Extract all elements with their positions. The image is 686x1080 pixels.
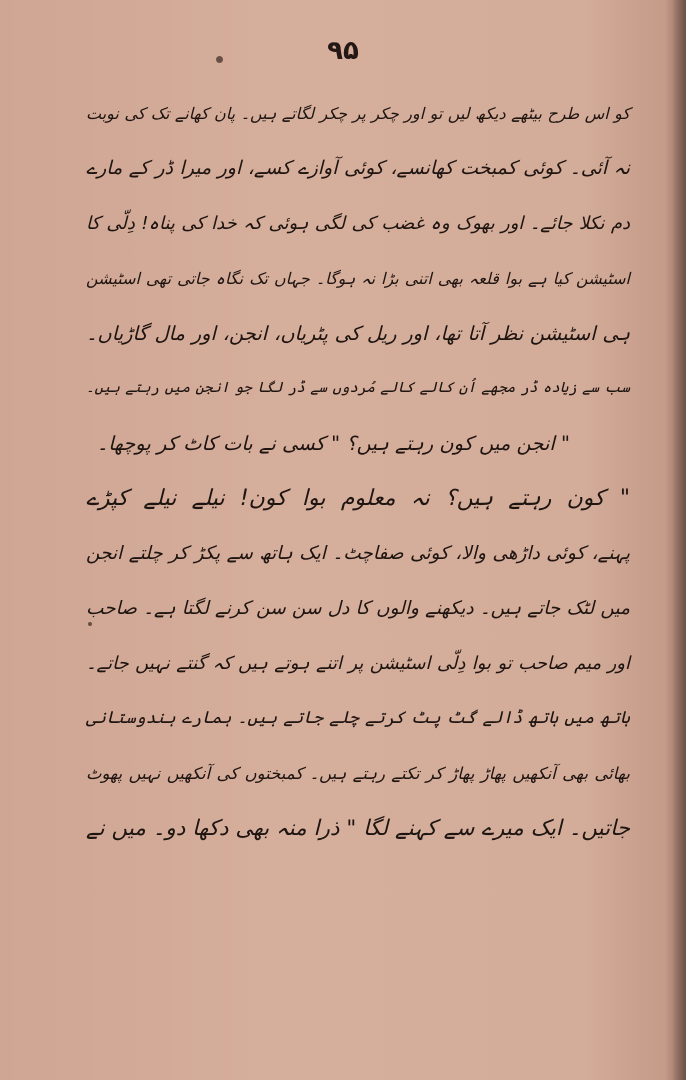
text-line: دم نکلا جائے۔ اور بھوک وہ غضب کی لگی ہوئی کہ خدا کی پناہ! دِلّی کا	[86, 213, 630, 234]
text-line: جاتیں۔ ایک میرے سے کہنے لگا " ذرا منہ بھی دکھا دو۔ میں نے	[86, 816, 630, 841]
text-line: اور میم صاحب تو بوا دِلّی اسٹیشن پر اتنے ہوتے ہیں کہ گنتے نہیں جاتے۔	[86, 653, 630, 674]
text-line: سب سے زیادہ ڈر مجھے اُن کالے کالے مُردوں سے ڈر لگا جو انجن میں رہتے ہیں۔	[86, 380, 630, 396]
text-line: کو اس طرح بیٹھے دیکھ لیں تو اور چکر پر چکر لگاتے ہیں۔ پان کھانے تک کی نوبت	[86, 104, 630, 123]
text-line: میں لٹک جاتے ہیں۔ دیکھنے والوں کا دل سن سن کرنے لگتا ہے۔ صاحب	[86, 598, 630, 619]
text-line: " انجن میں کون رہتے ہیں؟ " کسی نے بات کاٹ کر پوچھا۔	[96, 432, 570, 455]
text-line: نہ آئی۔ کوئی کمبخت کھانسے، کوئی آوازے کسے، اور میرا ڈر کے مارے	[86, 157, 630, 179]
page-number: ۹۵	[327, 36, 359, 66]
text-line: اسٹیشن کیا ہے بوا قلعہ بھی اتنی بڑا نہ ہوگا۔ جہاں تک نگاہ جاتی تھی اسٹیشن	[86, 269, 630, 288]
text-line: ہی اسٹیشن نظر آتا تھا، اور ریل کی پٹریاں، انجن، اور مال گاڑیاں۔	[86, 322, 630, 345]
urdu-text-block	[86, 86, 630, 856]
text-line: " کون رہتے ہیں؟ نہ معلوم بوا کون! نیلے نیلے کپڑے	[86, 486, 630, 511]
text-line: بھائی بھی آنکھیں پھاڑ پھاڑ کر تکتے رہتے ہیں۔ کمبختوں کی آنکھیں نہیں پھوٹ	[86, 764, 630, 783]
text-line: ہاتھ میں ہاتھ ڈالے گٹ پٹ کرتے چلے جاتے ہیں۔ ہمارے ہندوستانی	[86, 708, 630, 728]
page-spine-shadow	[672, 0, 686, 1080]
text-line: پہنے، کوئی داڑھی والا، کوئی صفاچٹ۔ ایک ہاتھ سے پکڑ کر چلتے انجن	[86, 543, 630, 564]
